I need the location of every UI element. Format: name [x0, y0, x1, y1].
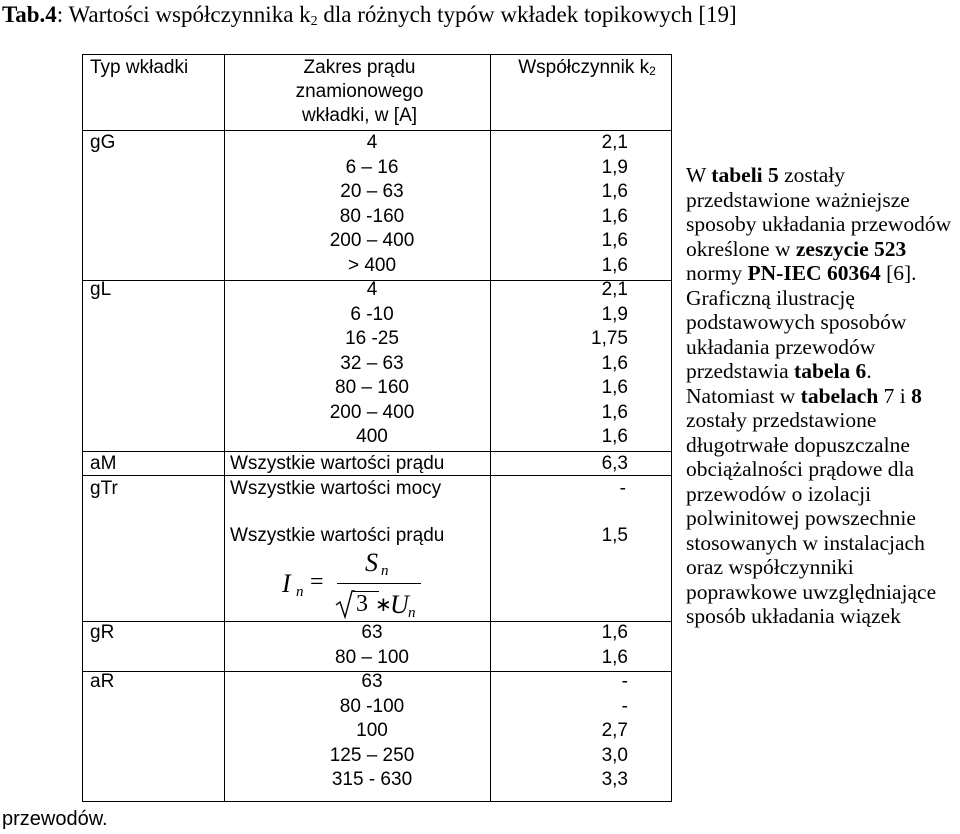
formula-i-sub: n	[296, 584, 304, 600]
table-cell-range: 80 -100	[339, 695, 405, 717]
coefficient-table	[82, 54, 672, 802]
header-range-1: Zakres prądu	[303, 57, 416, 78]
header-type: Typ wkładki	[90, 57, 189, 78]
formula-u: U	[390, 590, 409, 619]
table-cell-coef: -	[621, 695, 628, 717]
caption-subscript: 2	[310, 14, 318, 29]
header-range-2: znamionowego	[295, 81, 424, 102]
table-cell-range: 32 – 63	[340, 352, 404, 374]
caption-text: : Wartości współczynnika k	[56, 2, 311, 27]
range-gtr: Wszystkie wartości mocy	[230, 478, 442, 499]
table-cell-coef: 1,6	[601, 352, 628, 374]
table-cell-range: 4	[366, 279, 378, 300]
table-cell-type: gL	[90, 279, 112, 300]
square-root-icon	[335, 589, 355, 619]
table-cell-type: gG	[90, 132, 116, 153]
paragraph-text: zostały przedstawione ważniejsze sposoby układania przewodów określone w	[686, 163, 952, 261]
table-cell-coef: 1,6	[601, 646, 628, 668]
table-divider-col1	[224, 54, 225, 802]
footer-text: przewodów.	[2, 808, 108, 830]
paragraph-bold: 8	[911, 383, 922, 408]
caption-text-end: dla różnych typów wkładek topikowych [19]	[317, 2, 737, 27]
type-gtr: gTr	[90, 478, 118, 499]
table-cell-range: 315 - 630	[331, 769, 413, 790]
table-cell-range: 100	[356, 720, 388, 741]
table-cell-coef: 2,1	[601, 132, 628, 153]
table-cell-coef: 1,6	[601, 401, 628, 423]
table-cell-range: 80 – 160	[335, 377, 409, 398]
table-divider-left	[82, 54, 83, 802]
formula-equals: =	[310, 569, 324, 595]
table-cell-coef: 2,1	[601, 279, 628, 300]
formula-times: ∗	[375, 594, 392, 616]
coef-gtr: -	[619, 478, 626, 499]
table-cell-coef: 1,6	[601, 426, 628, 447]
formula-three: 3	[356, 591, 368, 617]
paragraph-bold: zeszycie 523	[795, 236, 907, 261]
table-divider-right	[671, 54, 672, 802]
header-range-3: wkładki, w [A]	[301, 105, 418, 126]
paragraph-bold: tabelach	[800, 383, 879, 408]
table-cell-range: 200 – 400	[329, 230, 415, 251]
table-cell-range: 200 – 400	[329, 401, 415, 423]
paragraph-bold: tabela 6	[794, 359, 867, 383]
coef-gtr-current: 1,5	[601, 525, 628, 546]
paragraph-text: W	[686, 163, 712, 187]
table-cell-type: gR	[90, 622, 115, 643]
table-cell-coef: 2,7	[601, 720, 628, 741]
table-cell-coef: 1,6	[601, 254, 628, 276]
formula-i: I	[282, 569, 291, 598]
formula-u-sub: n	[408, 605, 416, 621]
range-gtr-current: Wszystkie wartości prądu	[230, 525, 445, 546]
table-cell-range: 400	[356, 426, 388, 447]
table-cell-range: 20 – 63	[340, 181, 404, 202]
table-cell-coef: 1,6	[601, 181, 628, 202]
header-coefficient-sub: 2	[649, 64, 656, 78]
table-cell-range: 16 -25	[345, 328, 399, 349]
body-paragraph	[686, 163, 958, 629]
type-am: aM	[90, 453, 117, 474]
paragraph-text: 7 i	[878, 383, 912, 408]
caption-label: Tab.4	[2, 2, 57, 27]
table-cell-range: 80 -160	[339, 205, 405, 227]
table-cell-coef: 1,6	[601, 230, 628, 251]
table-caption	[2, 0, 737, 37]
range-am: Wszystkie wartości prądu	[230, 453, 445, 474]
table-cell-range: > 400	[347, 254, 397, 276]
table-cell-coef: 3,3	[601, 769, 628, 790]
table-cell-coef: 1,6	[601, 205, 628, 227]
paragraph-text: zostały przedstawione długotrwałe dopuszczalne obciążalności prądowe dla przewodów o izolacji polwinitowej powszechnie stosowanych w instalacjach oraz współczynniki poprawkowe uwzględniające sposób układania wiązek	[686, 408, 937, 628]
table-cell-range: 63	[361, 671, 383, 692]
table-cell-coef: 1,6	[601, 377, 628, 398]
current-formula	[277, 549, 427, 624]
header-coefficient	[502, 56, 672, 83]
table-rule-top	[82, 54, 672, 55]
table-cell-range: 125 – 250	[329, 744, 415, 766]
coef-am: 6,3	[601, 453, 628, 474]
table-rule-bottom	[82, 801, 672, 802]
table-cell-coef: 1,9	[601, 156, 628, 178]
table-cell-range: 4	[366, 132, 378, 153]
paragraph-bold: tabeli 5	[711, 163, 779, 187]
table-cell-coef: 3,0	[601, 744, 628, 766]
header-coefficient-text: Współczynnik k	[518, 57, 650, 78]
table-cell-range: 63	[361, 622, 383, 643]
paragraph-text: normy	[686, 261, 748, 285]
paragraph-text: [6]. Graficzną ilustrację podstawowych sposobów układania przewodów przedstawia	[686, 261, 917, 383]
table-cell-range: 6 -10	[350, 303, 394, 325]
table-cell-coef: 1,75	[591, 328, 628, 349]
table-cell-coef: 1,6	[601, 622, 628, 643]
table-cell-coef: -	[621, 671, 628, 692]
table-cell-coef: 1,9	[601, 303, 628, 325]
table-cell-type: aR	[90, 671, 115, 692]
formula-fraction-bar	[337, 583, 421, 584]
paragraph-text: . Natomiast w	[686, 359, 872, 408]
table-cell-range: 80 – 100	[335, 646, 409, 668]
formula-s: S	[365, 548, 378, 577]
table-cell-range: 6 – 16	[345, 156, 399, 178]
paragraph-bold: PN-IEC 60364	[747, 261, 881, 285]
formula-s-sub: n	[381, 563, 389, 579]
